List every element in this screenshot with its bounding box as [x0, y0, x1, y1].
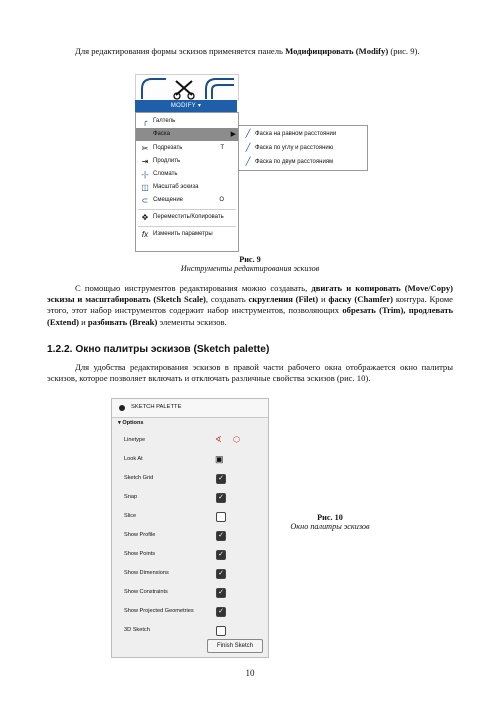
- text: (рис. 9).: [388, 46, 420, 56]
- modify-menu: [135, 112, 239, 252]
- row-label: Sketch Grid: [124, 475, 154, 481]
- paragraph-1: [47, 46, 453, 57]
- row-label: Show Dimensions: [124, 570, 169, 576]
- move-icon: ✥: [141, 213, 149, 222]
- menu-item-fillet[interactable]: [136, 115, 238, 128]
- menu-item-trim[interactable]: [136, 142, 238, 155]
- figure-label: Рис. 9: [239, 255, 261, 264]
- bold-term: скругления (Filet): [248, 294, 319, 305]
- figure-9-caption: [150, 255, 350, 273]
- modify-panel-figure: [135, 74, 370, 252]
- show-dimensions-checkbox[interactable]: ✓: [216, 569, 226, 579]
- chamfer-icon: ╱: [245, 129, 251, 138]
- chamfer-submenu: [238, 125, 368, 171]
- row-label: Slice: [124, 513, 137, 519]
- sketch-grid-checkbox[interactable]: ✓: [216, 474, 226, 484]
- menu-item-label: Продлить: [153, 158, 181, 164]
- show-projected-geometries-checkbox[interactable]: ✓: [216, 607, 226, 617]
- show-constraints-checkbox[interactable]: ✓: [216, 588, 226, 598]
- chamfer-icon: ╱: [245, 143, 251, 152]
- row-label: Show Constraints: [124, 589, 168, 595]
- modify-dropdown[interactable]: MODIFY ▾: [135, 100, 237, 112]
- palette-row-3d-sketch: [124, 624, 264, 636]
- function-icon: fx: [141, 230, 149, 239]
- submenu-item-label: Фаска на равном расстоянии: [255, 131, 337, 137]
- shortcut: T: [220, 145, 224, 151]
- palette-row-show-points: [124, 548, 264, 560]
- menu-divider: [138, 226, 236, 227]
- submenu-item-label: Фаска по углу и расстоянию: [255, 145, 334, 151]
- row-label: Show Projected Geometries: [124, 608, 194, 614]
- menu-item-change-parameters[interactable]: [136, 228, 238, 241]
- submenu-item-label: Фаска по двум расстояниям: [255, 159, 334, 165]
- submenu-arrow-icon: ▶: [230, 131, 236, 138]
- figure-label: Рис. 10: [317, 513, 343, 522]
- row-label: Snap: [124, 494, 138, 500]
- palette-row-show-projected-geometries: [124, 605, 264, 617]
- menu-item-label: Переместить/Копировать: [153, 214, 224, 220]
- show-points-checkbox[interactable]: ✓: [216, 550, 226, 560]
- bold-term: двигать и копировать (Move/Copy) эскизы и масштабировать (Sketch Scale): [47, 283, 454, 305]
- extend-icon: ⇥: [141, 157, 149, 166]
- chamfer-icon: ╱: [245, 157, 251, 166]
- options-toggle[interactable]: ▾ Options: [118, 420, 144, 426]
- row-label: Linetype: [124, 437, 146, 443]
- fillet-icon: ╭: [142, 117, 148, 126]
- page-number: 10: [245, 668, 255, 678]
- palette-header: [112, 399, 268, 418]
- text: Для редактирования формы эскизов применяется панель: [75, 46, 286, 56]
- centerline-icon[interactable]: ⬡: [233, 435, 240, 444]
- bold-term: обрезать (Trim), продлевать (Extend): [47, 305, 453, 327]
- text: и: [79, 316, 88, 327]
- submenu-item-two-distances[interactable]: [239, 155, 367, 169]
- row-label: Show Profile: [124, 532, 156, 538]
- scissors-icon: ✂: [141, 144, 149, 153]
- menu-item-label: Сломать: [153, 171, 178, 177]
- text: контура. Кроме этого, этот набор инструментов содержит набор инструментов, позволяющих: [47, 294, 453, 316]
- row-label: Look At: [124, 456, 143, 462]
- menu-item-offset[interactable]: [136, 194, 238, 207]
- palette-row-sketch-grid: [124, 472, 264, 484]
- palette-row-show-dimensions: [124, 567, 264, 579]
- fillet-trim-offset-icons: [136, 75, 238, 101]
- finish-sketch-button[interactable]: Finish Sketch: [207, 639, 263, 653]
- text: С помощью инструментов редактирования можно создавать,: [75, 283, 312, 293]
- palette-row-show-profile: [124, 529, 264, 541]
- scale-icon: ◫: [141, 183, 149, 192]
- submenu-item-equal-distance[interactable]: [239, 127, 367, 141]
- palette-row-look-at: [124, 453, 264, 465]
- submenu-item-angle-distance[interactable]: [239, 141, 367, 155]
- menu-item-extend[interactable]: [136, 155, 238, 168]
- menu-item-label: Фаска: [153, 131, 170, 137]
- slice-checkbox[interactable]: [216, 512, 226, 522]
- look-at-icon[interactable]: ▣: [215, 454, 224, 464]
- menu-item-chamfer[interactable]: [136, 128, 238, 141]
- text: , создавать: [205, 294, 249, 305]
- row-label: Show Points: [124, 551, 156, 557]
- menu-item-move-copy[interactable]: [136, 211, 238, 224]
- palette-row-slice: [124, 510, 264, 522]
- figure-10-caption: [285, 513, 375, 531]
- menu-divider: [138, 209, 236, 210]
- text: элементы эскизов.: [157, 316, 227, 327]
- offset-icon: ⊂: [141, 196, 149, 205]
- palette-row-show-constraints: [124, 586, 264, 598]
- section-heading: 1.2.2. Окно палитры эскизов (Sketch palette): [47, 344, 270, 355]
- menu-item-label: Изменить параметры: [153, 231, 213, 237]
- bold-term: разбивать (Break): [87, 316, 158, 327]
- figure-caption-text: Инструменты редактирования эскизов: [180, 264, 320, 273]
- bold-term: фаску (Chamfer): [328, 294, 394, 305]
- palette-title: SKETCH PALETTE: [131, 404, 182, 410]
- palette-row-linetype: [124, 434, 264, 446]
- menu-item-label: Масштаб эскиза: [153, 184, 199, 190]
- modify-toolbar: [135, 74, 239, 101]
- menu-item-label: Подрезать: [153, 145, 183, 151]
- menu-item-break[interactable]: [136, 168, 238, 181]
- menu-item-label: Смещение: [153, 197, 184, 203]
- shortcut: O: [219, 197, 224, 203]
- break-icon: -|-: [141, 170, 149, 179]
- menu-item-label: Галтель: [153, 118, 176, 124]
- menu-item-sketch-scale[interactable]: [136, 181, 238, 194]
- sketch-palette-figure: [111, 398, 269, 658]
- row-label: 3D Sketch: [124, 627, 150, 633]
- paragraph-3: Для удобства редактирования эскизов в правой части рабочего окна отображается окно палитры эскизов, которое позволяет включать и отключать различные свойства эскизов (рис. 10).: [47, 362, 453, 384]
- construction-line-icon[interactable]: ∢: [215, 435, 222, 444]
- snap-checkbox[interactable]: ✓: [216, 493, 226, 503]
- text: и: [318, 294, 329, 305]
- figure-caption-text: Окно палитры эскизов: [290, 522, 370, 531]
- paragraph-2: [47, 283, 453, 328]
- show-profile-checkbox[interactable]: ✓: [216, 531, 226, 541]
- palette-dot-icon[interactable]: [119, 405, 125, 411]
- 3d-sketch-checkbox[interactable]: [216, 626, 226, 636]
- palette-row-snap: [124, 491, 264, 503]
- bold-term: Модифицировать (Modify): [285, 46, 389, 56]
